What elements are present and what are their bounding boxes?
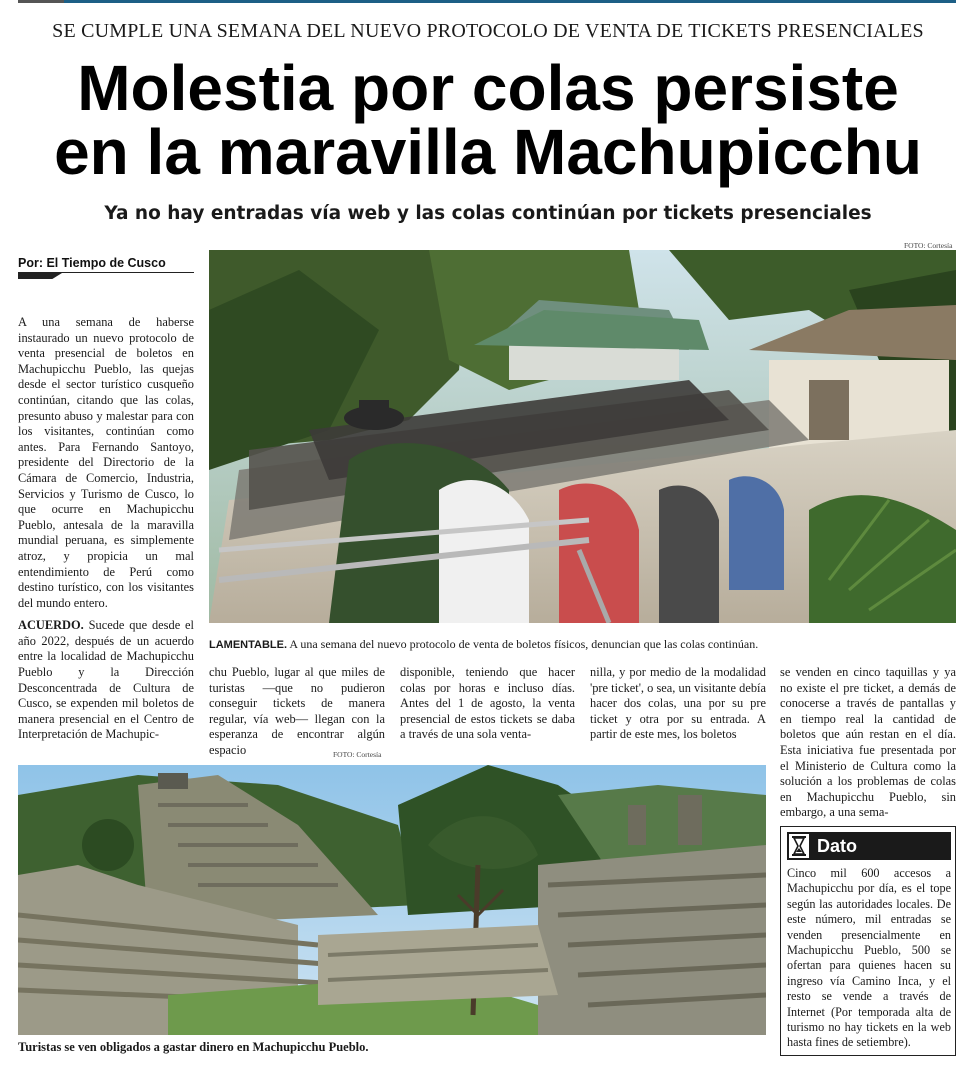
article-column-4: nilla, y por medio de la modalidad 'pre ticket', o sea, un visitante debía hacer dos colas, una por su pre ticket y otra por su entrada. A partir de este mes, los boletos: [590, 665, 766, 742]
paragraph-intro: A una semana de haberse instaurado un nuevo protocolo de venta presencial de boletos en Machupicchu Pueblo, las quejas desde el sector turístico cusqueño continúan, citando que las colas, presunto abuso y malestar para con los visitantes, continúan como antes. Para Fernando Santoyo, presidente del Directorio de la Cámara de Comercio, Industria, Servicios y Turismo de Cusco, lo que ocurre en Machupicchu Pueblo, antesala de la maravilla mundial peruana, es simplemente atroz, y propicia un mal entendimiento de Perú como destino turístico, con los visitantes del mundo entero.: [18, 315, 194, 610]
article-column-5: se venden en cinco taquillas y ya no existe el pre ticket, a demás de conocerse a través de pantallas y en tiempo real la cantidad de boletos que aún restan en el día. Esta iniciativa fue presentada por el Ministerio de Cultura como la solución a los problemas de colas en Machupicchu Pueblo, sin embargo, a una sema-: [780, 665, 956, 820]
byline-rule: [18, 272, 194, 273]
photo2-caption: Turistas se ven obligados a gastar dinero en Machupicchu Pueblo.: [18, 1040, 369, 1054]
headline-line-1: Molestia por colas persiste: [77, 52, 899, 124]
top-accent-tab: [18, 0, 64, 3]
byline: Por: El Tiempo de Cusco: [18, 256, 166, 270]
article-column-1: [18, 315, 194, 743]
paragraph-lead: ACUERDO.: [18, 618, 84, 633]
dato-text: Cinco mil 600 accesos a Machupicchu por día, es el tope según las autoridades locales. De este número, mil entradas se venden presencialmente en Machupicchu Pueblo, 500 se ofertan para quienes hacen su ingreso vía Camino Inca, y el resto se vende a través de Internet (Por temporada alta de turismo no hay tickets en la web hasta fines de setiembre).: [787, 866, 951, 1050]
byline-tab: [18, 273, 62, 279]
headline-line-2: en la maravilla Machupicchu: [54, 116, 922, 188]
headline: [0, 52, 976, 188]
ruins-photo-illustration: [18, 765, 766, 1035]
queue-photo-illustration: [209, 250, 956, 623]
queue-photo: [209, 250, 956, 623]
hourglass-icon: [789, 834, 809, 858]
article-column-3: disponible, teniendo que hacer colas por horas e incluso días. Antes del 1 de agosto, la venta presencial de estos tickets se daba a través de una sola venta-: [400, 665, 575, 742]
photo1-caption-label: LAMENTABLE.: [209, 639, 288, 651]
photo1-credit: FOTO: Cortesía: [904, 241, 953, 250]
top-accent-bar: [18, 0, 956, 3]
paragraph-acuerdo: [18, 618, 194, 743]
photo2-credit: FOTO: Cortesía: [333, 750, 382, 759]
dato-title: Dato: [817, 836, 857, 856]
kicker: SE CUMPLE UNA SEMANA DEL NUEVO PROTOCOLO DE VENTA DE TICKETS PRESENCIALES: [52, 20, 924, 42]
photo1-caption: [209, 637, 957, 652]
ruins-photo: [18, 765, 766, 1035]
photo1-caption-text: A una semana del nuevo protocolo de venta de boletos físicos, denuncian que las colas continúan.: [287, 637, 759, 651]
article-column-2: chu Pueblo, lugar al que miles de turistas —que no pudieron conseguir tickets de manera regular, vía web— llegan con la esperanza de encontrar algún espacio: [209, 665, 385, 757]
subheadline: Ya no hay entradas vía web y las colas continúan por tickets presenciales: [104, 203, 872, 224]
paragraph-acuerdo-text: Sucede que desde el año 2022, después de un acuerdo entre la localidad de Machupicchu Pueblo y la Dirección Desconcentrada de Cultura de Cusco, se expenden mil boletos de manera presencial en el Centro de Interpretación de Machupic-: [18, 618, 194, 742]
dato-header: [787, 832, 951, 860]
